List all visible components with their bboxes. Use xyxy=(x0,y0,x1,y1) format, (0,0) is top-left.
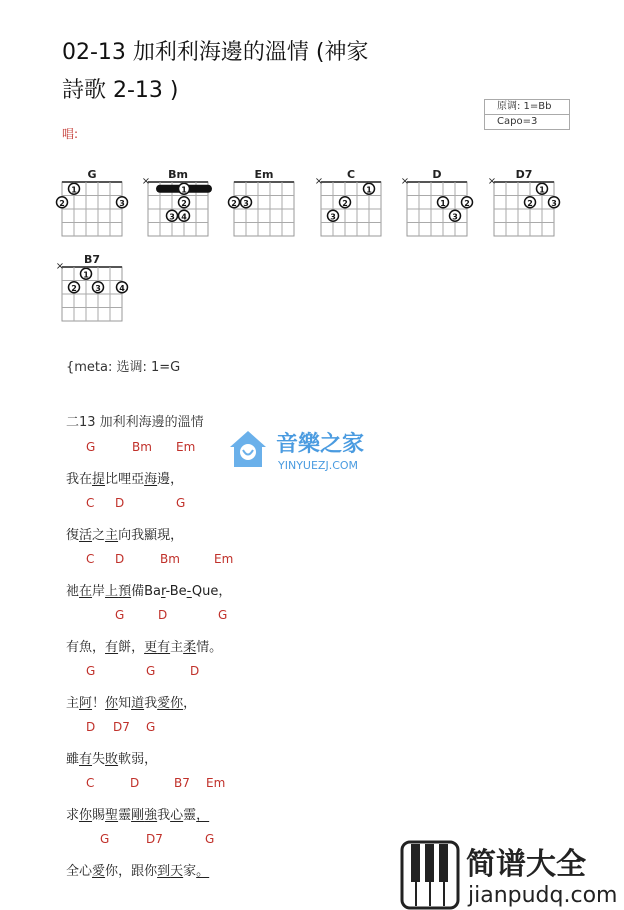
lyric-line: 主阿！你知道我愛你， xyxy=(66,696,197,711)
chord-label: G xyxy=(86,440,96,454)
chord-label: G xyxy=(115,608,125,622)
chord-label: G xyxy=(218,608,228,622)
chord-label: Bm xyxy=(160,552,180,566)
chord-label: G xyxy=(176,496,186,510)
finger-number: 2 xyxy=(59,198,65,208)
mute-mark: × xyxy=(55,261,65,272)
chord-label: Bm xyxy=(132,440,152,454)
finger-number: 3 xyxy=(452,212,458,222)
chord-label: G xyxy=(86,664,96,678)
chord-row xyxy=(0,776,624,796)
chord-label: D xyxy=(86,720,96,734)
finger-number: 3 xyxy=(119,198,125,208)
lyric-line: 復活之主向我顯現， xyxy=(66,528,184,543)
chord-diagram-d xyxy=(401,168,473,236)
chord-label: G xyxy=(205,832,215,846)
finger-number: 1 xyxy=(366,185,372,195)
watermark1-en: YINYUEZJ.COM xyxy=(278,459,359,472)
mute-mark: × xyxy=(400,176,410,187)
chord-label: Em xyxy=(214,552,234,566)
chord-label: Em xyxy=(176,440,196,454)
mute-mark: × xyxy=(141,176,151,187)
watermark2-en: jianpudq.com xyxy=(468,883,618,908)
finger-number: 2 xyxy=(71,283,77,293)
chord-label: G xyxy=(146,720,156,734)
finger-number: 1 xyxy=(539,185,545,195)
meta-line: {meta: 选调: 1=G xyxy=(66,360,181,375)
chord-row xyxy=(0,664,624,684)
finger-number: 1 xyxy=(440,198,446,208)
chord-name: D7 xyxy=(515,168,533,181)
finger-number: 2 xyxy=(464,198,470,208)
watermark1-cn: 音樂之家 xyxy=(276,432,365,457)
lyric-line: 我在提比哩亞海邊， xyxy=(66,472,184,487)
chord-name: C xyxy=(346,168,356,181)
chord-label: C xyxy=(86,776,95,790)
chord-name: D xyxy=(432,168,442,181)
chord-diagram-em xyxy=(229,168,295,236)
chord-diagram-b7 xyxy=(56,253,128,321)
chord-diagram-g xyxy=(57,168,128,236)
song-title: 二13 加利利海邊的溫情 xyxy=(66,415,204,430)
chord-name: B7 xyxy=(83,253,101,266)
watermark-yinyue xyxy=(226,425,396,477)
chord-label: G xyxy=(146,664,156,678)
chord-label: D xyxy=(158,608,168,622)
watermark-jianpu xyxy=(400,840,624,910)
finger-number: 4 xyxy=(119,283,125,293)
lyric-line: 雖有失敗軟弱， xyxy=(66,752,158,767)
finger-number: 3 xyxy=(95,283,101,293)
chord-row xyxy=(0,608,624,628)
piano-keys-icon xyxy=(402,842,458,908)
chord-row xyxy=(0,720,624,740)
mute-mark: × xyxy=(314,176,324,187)
finger-number: 3 xyxy=(551,198,557,208)
finger-number: 2 xyxy=(527,198,533,208)
finger-number: 1 xyxy=(181,185,187,195)
chord-label: B7 xyxy=(174,776,190,790)
chord-name: Em xyxy=(254,168,274,181)
chord-diagram-bm xyxy=(142,168,212,236)
chord-diagram-c xyxy=(315,168,381,236)
title-line-2: 詩歌 2-13 ) xyxy=(62,78,179,103)
chord-label: C xyxy=(86,552,95,566)
finger-number: 4 xyxy=(181,212,187,222)
chord-label: D xyxy=(115,552,125,566)
finger-number: 3 xyxy=(243,198,249,208)
finger-number: 2 xyxy=(231,198,237,208)
chord-diagram-d7 xyxy=(488,168,560,236)
finger-number: 2 xyxy=(181,198,187,208)
finger-number: 1 xyxy=(83,270,89,280)
chord-label: D xyxy=(130,776,140,790)
finger-number: 2 xyxy=(342,198,348,208)
lyric-line: 祂在岸上預備Bar-Be-Que， xyxy=(66,584,232,599)
original-key: 原调: 1=Bb xyxy=(497,101,552,112)
title-line-1: 02-13 加利利海邊的溫情 (神家 xyxy=(62,40,369,65)
chord-label: D7 xyxy=(113,720,130,734)
chord-label: D7 xyxy=(146,832,163,846)
finger-number: 1 xyxy=(71,185,77,195)
finger-number: 3 xyxy=(169,212,175,222)
chord-row xyxy=(0,552,624,572)
house-logo-icon xyxy=(230,431,266,467)
chord-diagrams xyxy=(0,0,624,340)
finger-number: 3 xyxy=(330,212,336,222)
chord-row xyxy=(0,496,624,516)
lyric-line: 有魚，有餅，更有主柔情。 xyxy=(66,640,223,655)
chord-label: C xyxy=(86,496,95,510)
chord-label: D xyxy=(190,664,200,678)
chord-name: G xyxy=(87,168,97,181)
capo-info: Capo=3 xyxy=(485,114,569,129)
chord-name: Bm xyxy=(168,168,188,181)
lyric-line: 求你賜聖靈剛強我心靈， xyxy=(66,808,210,823)
chord-label: G xyxy=(100,832,110,846)
singer-label: 唱: xyxy=(62,127,79,141)
chord-label: Em xyxy=(206,776,226,790)
mute-mark: × xyxy=(487,176,497,187)
watermark2-cn: 简谱大全 xyxy=(466,847,586,882)
lyric-line: 全心愛你，跟你到天家。 xyxy=(66,864,210,879)
chord-label: D xyxy=(115,496,125,510)
